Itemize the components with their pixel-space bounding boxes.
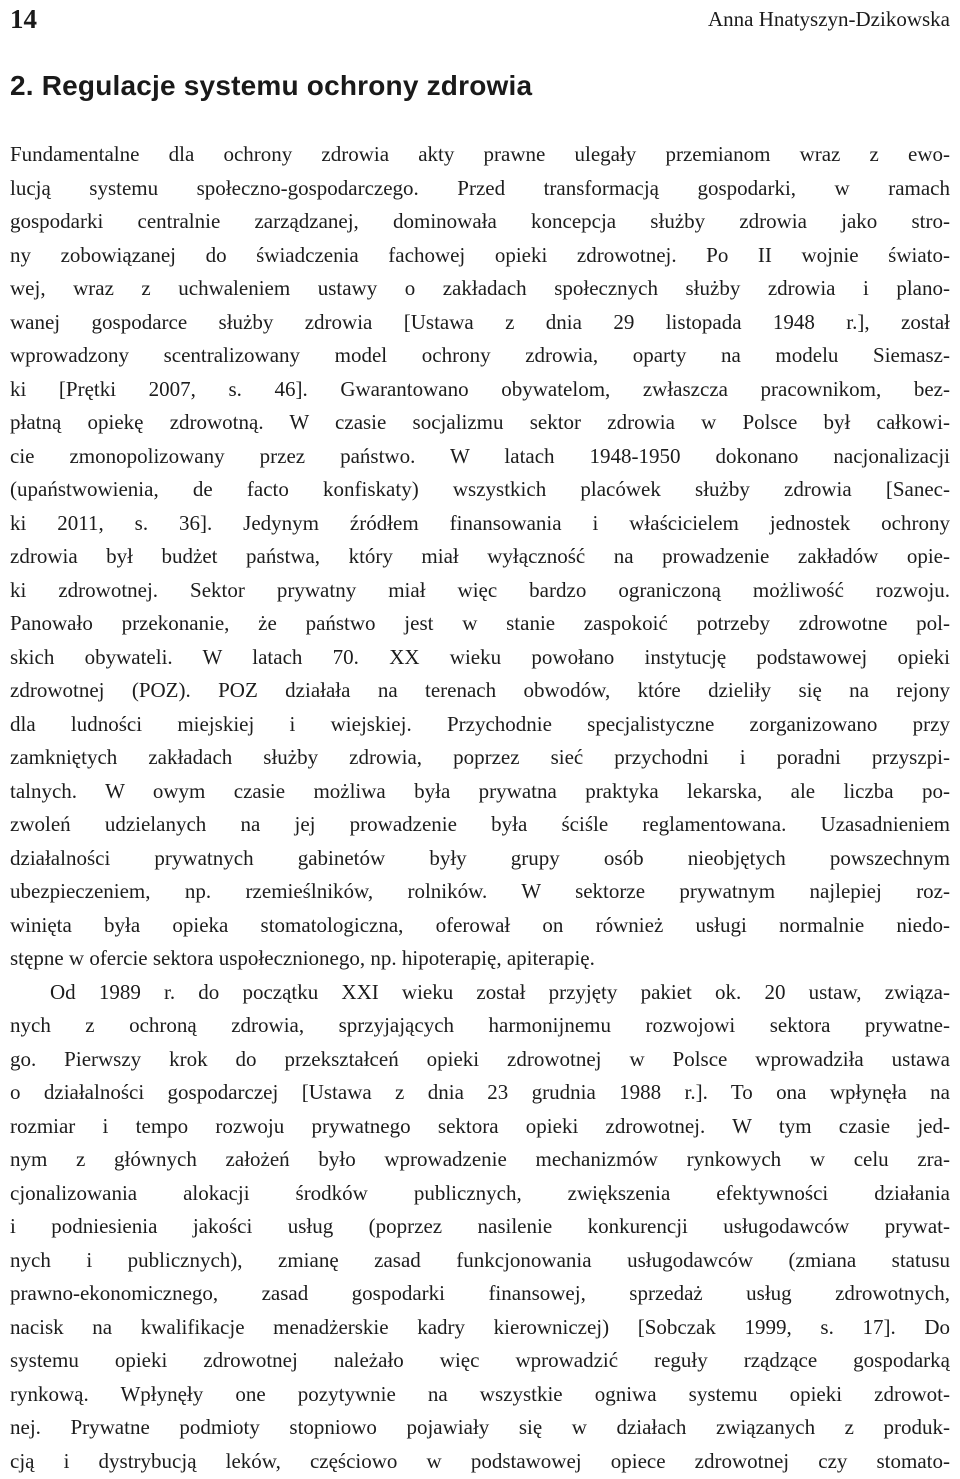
text-line: skich obywateli. W latach 70. XX wieku powołano instytucję podstawowej opieki xyxy=(10,644,950,669)
text-line: ubezpieczeniem, np. rzemieślników, rolników. W sektorze prywatnym najlepiej roz- xyxy=(10,879,950,903)
text-line: ny zobowiązanej do świadczenia fachowej opieki zdrowotnej. Po II wojnie świato- xyxy=(10,242,950,267)
text-line: Panowało przekonanie, że państwo jest w stanie zaspokoić potrzeby zdrowotne pol- xyxy=(10,611,950,635)
text-line: nej. Prywatne podmioty stopniowo pojawiały się w działach związanych z produk- xyxy=(10,1415,950,1439)
text-line: talnych. W owym czasie możliwa była prywatna praktyka lekarska, ale liczba po- xyxy=(10,778,950,803)
text-line: wej, wraz z uchwaleniem ustawy o zakładach społecznych służby zdrowia i plano- xyxy=(10,276,950,300)
running-header-author: Anna Hnatyszyn-Dzikowska xyxy=(707,7,950,31)
text-line: ki 2011, s. 36]. Jedynym źródłem finansowania i właścicielem jednostek ochrony xyxy=(10,510,950,535)
text-line: cją i dystrybucją leków, częściowo w podstawowej opiece zdrowotnej czy stomato- xyxy=(10,1448,950,1473)
text-line: dla ludności miejskiej i wiejskiej. Przychodnie specjalistyczne zorganizowano przy xyxy=(10,711,950,736)
text-line: (upaństwowienia, de facto konfiskaty) wszystkich placówek służby zdrowia [Sanec- xyxy=(10,477,950,501)
text-line: nych z ochroną zdrowia, sprzyjających harmonijnemu rozwojowi sektora prywatne- xyxy=(10,1013,950,1037)
text-line: zamkniętych zakładach służby zdrowia, poprzez sieć przychodni i poradni przyszpi- xyxy=(10,745,950,769)
text-line: działalności prywatnych gabinetów były grupy osób nieobjętych powszechnym xyxy=(10,845,950,870)
text-line: nacisk na kwalifikacje menadżerskie kadry kierowniczej) [Sobczak 1999, s. 17]. Do xyxy=(10,1314,950,1339)
body-text xyxy=(10,138,950,1478)
text-line: ki zdrowotnej. Sektor prywatny miał więc bardzo ograniczoną możliwość rozwoju. xyxy=(10,577,950,602)
text-line: gospodarki centralnie zarządzanej, dominowała koncepcja służby zdrowia jako stro- xyxy=(10,209,950,233)
text-line: o działalności gospodarczej [Ustawa z dnia 23 grudnia 1988 r.]. To ona wpłynęła na xyxy=(10,1080,950,1104)
text-line: cjonalizowania alokacji środków publicznych, zwiększenia efektywności działania xyxy=(10,1180,950,1205)
text-line: rynkową. Wpłynęły one pozytywnie na wszystkie ogniwa systemu opieki zdrowot- xyxy=(10,1381,950,1406)
page-number: 14 xyxy=(10,4,37,34)
text-line: wanej gospodarce służby zdrowia [Ustawa z dnia 29 listopada 1948 r.], został xyxy=(10,309,950,334)
text-line: Fundamentalne dla ochrony zdrowia akty prawne ulegały przemianom wraz z ewo- xyxy=(10,142,950,166)
text-line: płatną opiekę zdrowotną. W czasie socjalizmu sektor zdrowia w Polsce był całkowi- xyxy=(10,410,950,434)
text-line: wprowadzony scentralizowany model ochrony zdrowia, oparty na modelu Siemasz- xyxy=(10,343,950,367)
text-line: ki [Prętki 2007, s. 46]. Gwarantowano obywatelom, zwłaszcza pracownikom, bez- xyxy=(10,376,950,401)
text-line: prawno-ekonomicznego, zasad gospodarki finansowej, sprzedaż usług zdrowotnych, xyxy=(10,1281,950,1305)
text-line: go. Pierwszy krok do przekształceń opieki zdrowotnej w Polsce wprowadziła ustawa xyxy=(10,1046,950,1071)
text-line: zdrowotnej (POZ). POZ działała na terenach obwodów, które dzieliły się na rejony xyxy=(10,678,950,702)
paragraph-last-line: stępne w ofercie sektora uspołecznionego, np. hipoterapię, apiterapię. xyxy=(10,946,595,970)
paragraph-first-line: Od 1989 r. do początku XXI wieku został przyjęty pakiet ok. 20 ustaw, związa- xyxy=(50,979,950,1004)
text-line: rozmiar i tempo rozwoju prywatnego sektora opieki zdrowotnej. W tym czasie jed- xyxy=(10,1113,950,1138)
text-line: i podniesienia jakości usług (poprzez nasilenie konkurencji usługodawców prywat- xyxy=(10,1214,950,1238)
text-line: systemu opieki zdrowotnej należało więc wprowadzić reguły rządzące gospodarką xyxy=(10,1348,950,1372)
text-line: cie zmonopolizowany przez państwo. W latach 1948-1950 dokonano nacjonalizacji xyxy=(10,443,950,468)
text-line: nych i publicznych), zmianę zasad funkcjonowania usługodawców (zmiana statusu xyxy=(10,1247,950,1272)
text-line: lucją systemu społeczno-gospodarczego. Przed transformacją gospodarki, w ramach xyxy=(10,175,950,200)
text-line: nym z głównych założeń było wprowadzenie mechanizmów rynkowych w celu zra- xyxy=(10,1147,950,1171)
section-heading: 2. Regulacje systemu ochrony zdrowia xyxy=(10,70,533,101)
text-line: zdrowia był budżet państwa, który miał wyłączność na prowadzenie zakładów opie- xyxy=(10,544,950,568)
text-line: zwoleń udzielanych na jej prowadzenie była ściśle reglamentowana. Uzasadnieniem xyxy=(10,812,950,836)
text-line: winięta była opieka stomatologiczna, oferował on również usługi normalnie niedo- xyxy=(10,912,950,937)
running-header xyxy=(10,4,950,38)
